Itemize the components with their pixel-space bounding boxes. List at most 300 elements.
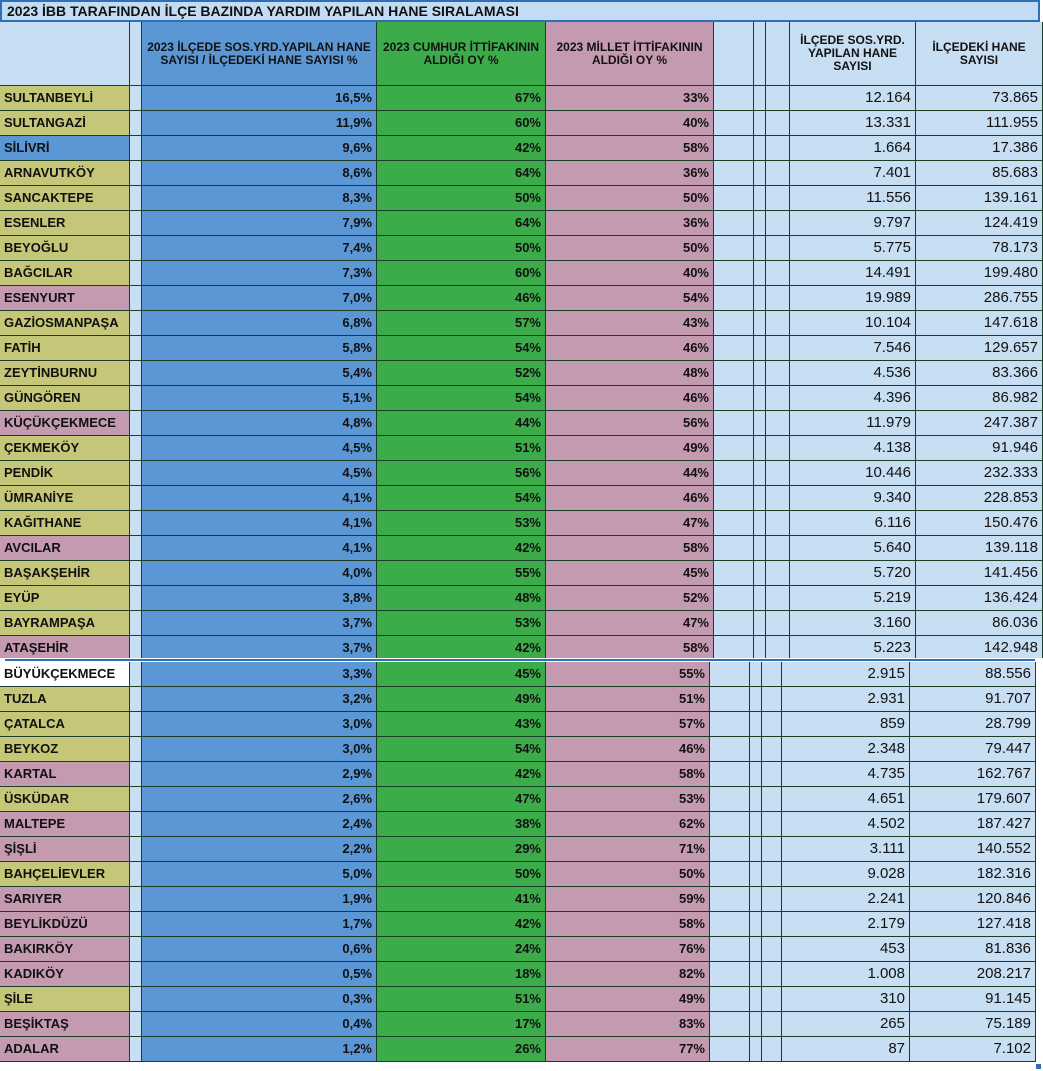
cell-empty[interactable] <box>710 1037 750 1062</box>
cell-cumhur[interactable]: 64% <box>377 161 546 186</box>
cell-empty[interactable] <box>766 511 790 536</box>
cell-district[interactable]: SULTANGAZİ <box>0 111 130 136</box>
cell-hane[interactable]: 28.799 <box>910 712 1036 737</box>
header-millet[interactable]: 2023 MİLLET İTTİFAKININ ALDIĞI OY % <box>546 22 714 86</box>
cell-empty[interactable] <box>766 111 790 136</box>
cell-yardim[interactable]: 6.116 <box>790 511 916 536</box>
cell-cumhur[interactable]: 56% <box>377 461 546 486</box>
cell-empty[interactable] <box>766 161 790 186</box>
cell-empty[interactable] <box>762 987 782 1012</box>
cell-millet[interactable]: 33% <box>546 86 714 111</box>
cell-millet[interactable]: 57% <box>546 712 710 737</box>
cell-cumhur[interactable]: 55% <box>377 561 546 586</box>
cell-millet[interactable]: 36% <box>546 161 714 186</box>
cell-pct[interactable]: 3,0% <box>142 737 377 762</box>
cell-empty[interactable] <box>750 687 762 712</box>
cell-hane[interactable]: 127.418 <box>910 912 1036 937</box>
cell-empty[interactable] <box>754 86 766 111</box>
cell-empty[interactable] <box>714 336 754 361</box>
cell-empty[interactable] <box>710 837 750 862</box>
cell-spacer[interactable] <box>130 636 142 660</box>
cell-pct[interactable]: 4,1% <box>142 511 377 536</box>
cell-empty[interactable] <box>754 261 766 286</box>
cell-district[interactable]: KÜÇÜKÇEKMECE <box>0 411 130 436</box>
cell-district[interactable]: ZEYTİNBURNU <box>0 361 130 386</box>
cell-district[interactable]: EYÜP <box>0 586 130 611</box>
cell-spacer[interactable] <box>130 987 142 1012</box>
cell-pct[interactable]: 1,7% <box>142 912 377 937</box>
cell-empty[interactable] <box>762 837 782 862</box>
cell-yardim[interactable]: 4.735 <box>782 762 910 787</box>
cell-empty[interactable] <box>762 862 782 887</box>
cell-cumhur[interactable]: 57% <box>377 311 546 336</box>
cell-empty[interactable] <box>762 737 782 762</box>
cell-yardim[interactable]: 10.446 <box>790 461 916 486</box>
cell-pct[interactable]: 8,6% <box>142 161 377 186</box>
cell-empty[interactable] <box>714 261 754 286</box>
cell-empty[interactable] <box>750 1012 762 1037</box>
cell-spacer[interactable] <box>130 211 142 236</box>
cell-district[interactable]: BAYRAMPAŞA <box>0 611 130 636</box>
cell-hane[interactable]: 142.948 <box>916 636 1043 660</box>
cell-cumhur[interactable]: 52% <box>377 361 546 386</box>
cell-hane[interactable]: 286.755 <box>916 286 1043 311</box>
cell-empty[interactable] <box>710 787 750 812</box>
cell-cumhur[interactable]: 43% <box>377 712 546 737</box>
cell-cumhur[interactable]: 49% <box>377 687 546 712</box>
cell-spacer[interactable] <box>130 1037 142 1062</box>
cell-millet[interactable]: 52% <box>546 586 714 611</box>
cell-district[interactable]: ÜSKÜDAR <box>0 787 130 812</box>
cell-spacer[interactable] <box>130 586 142 611</box>
cell-cumhur[interactable]: 54% <box>377 336 546 361</box>
cell-pct[interactable]: 4,8% <box>142 411 377 436</box>
cell-millet[interactable]: 58% <box>546 912 710 937</box>
cell-pct[interactable]: 7,9% <box>142 211 377 236</box>
cell-pct[interactable]: 2,6% <box>142 787 377 812</box>
cell-district[interactable]: BAKIRKÖY <box>0 937 130 962</box>
cell-millet[interactable]: 46% <box>546 486 714 511</box>
cell-district[interactable]: BEŞİKTAŞ <box>0 1012 130 1037</box>
cell-hane[interactable]: 91.707 <box>910 687 1036 712</box>
cell-yardim[interactable]: 9.028 <box>782 862 910 887</box>
cell-empty[interactable] <box>750 762 762 787</box>
cell-yardim[interactable]: 265 <box>782 1012 910 1037</box>
cell-spacer[interactable] <box>130 136 142 161</box>
cell-empty[interactable] <box>762 937 782 962</box>
cell-hane[interactable]: 73.865 <box>916 86 1043 111</box>
cell-empty[interactable] <box>754 111 766 136</box>
cell-empty[interactable] <box>710 912 750 937</box>
cell-yardim[interactable]: 7.401 <box>790 161 916 186</box>
cell-empty[interactable] <box>762 912 782 937</box>
cell-empty[interactable] <box>766 636 790 660</box>
cell-cumhur[interactable]: 48% <box>377 586 546 611</box>
cell-district[interactable]: BEYOĞLU <box>0 236 130 261</box>
cell-cumhur[interactable]: 54% <box>377 737 546 762</box>
cell-cumhur[interactable]: 18% <box>377 962 546 987</box>
cell-hane[interactable]: 85.683 <box>916 161 1043 186</box>
cell-pct[interactable]: 4,5% <box>142 436 377 461</box>
cell-hane[interactable]: 120.846 <box>910 887 1036 912</box>
cell-empty[interactable] <box>754 486 766 511</box>
cell-cumhur[interactable]: 50% <box>377 862 546 887</box>
cell-cumhur[interactable]: 24% <box>377 937 546 962</box>
cell-hane[interactable]: 187.427 <box>910 812 1036 837</box>
cell-spacer[interactable] <box>130 86 142 111</box>
cell-empty[interactable] <box>714 586 754 611</box>
cell-district[interactable]: GÜNGÖREN <box>0 386 130 411</box>
cell-empty[interactable] <box>762 812 782 837</box>
cell-district[interactable]: GAZİOSMANPAŞA <box>0 311 130 336</box>
cell-empty[interactable] <box>766 311 790 336</box>
cell-pct[interactable]: 2,4% <box>142 812 377 837</box>
cell-spacer[interactable] <box>130 486 142 511</box>
cell-district[interactable]: MALTEPE <box>0 812 130 837</box>
cell-cumhur[interactable]: 53% <box>377 611 546 636</box>
cell-cumhur[interactable]: 50% <box>377 186 546 211</box>
cell-spacer[interactable] <box>130 161 142 186</box>
cell-empty[interactable] <box>714 161 754 186</box>
cell-hane[interactable]: 129.657 <box>916 336 1043 361</box>
cell-pct[interactable]: 8,3% <box>142 186 377 211</box>
cell-cumhur[interactable]: 60% <box>377 261 546 286</box>
cell-empty[interactable] <box>754 386 766 411</box>
cell-empty[interactable] <box>710 662 750 687</box>
cell-district[interactable]: ÇATALCA <box>0 712 130 737</box>
cell-cumhur[interactable]: 41% <box>377 887 546 912</box>
cell-yardim[interactable]: 5.219 <box>790 586 916 611</box>
cell-district[interactable]: TUZLA <box>0 687 130 712</box>
cell-spacer[interactable] <box>130 662 142 687</box>
cell-cumhur[interactable]: 42% <box>377 636 546 660</box>
cell-district[interactable]: KAĞITHANE <box>0 511 130 536</box>
cell-district[interactable]: BAŞAKŞEHİR <box>0 561 130 586</box>
cell-district[interactable]: SİLİVRİ <box>0 136 130 161</box>
cell-empty[interactable] <box>762 712 782 737</box>
cell-spacer[interactable] <box>130 937 142 962</box>
cell-hane[interactable]: 124.419 <box>916 211 1043 236</box>
cell-empty[interactable] <box>710 712 750 737</box>
cell-empty[interactable] <box>710 762 750 787</box>
cell-spacer[interactable] <box>130 787 142 812</box>
cell-hane[interactable]: 86.036 <box>916 611 1043 636</box>
cell-district[interactable]: ATAŞEHİR <box>0 636 130 660</box>
cell-empty[interactable] <box>714 311 754 336</box>
cell-spacer[interactable] <box>130 611 142 636</box>
cell-millet[interactable]: 77% <box>546 1037 710 1062</box>
cell-empty[interactable] <box>710 962 750 987</box>
cell-millet[interactable]: 36% <box>546 211 714 236</box>
cell-empty[interactable] <box>750 662 762 687</box>
cell-empty[interactable] <box>750 1037 762 1062</box>
cell-pct[interactable]: 3,7% <box>142 636 377 660</box>
header-pct[interactable]: 2023 İLÇEDE SOS.YRD.YAPILAN HANE SAYISI / İLÇEDEKİ HANE SAYISI % <box>142 22 377 86</box>
cell-millet[interactable]: 46% <box>546 737 710 762</box>
cell-district[interactable]: BÜYÜKÇEKMECE <box>0 662 130 687</box>
cell-empty[interactable] <box>766 461 790 486</box>
cell-empty[interactable] <box>766 86 790 111</box>
cell-spacer[interactable] <box>130 336 142 361</box>
cell-cumhur[interactable]: 51% <box>377 987 546 1012</box>
cell-hane[interactable]: 147.618 <box>916 311 1043 336</box>
cell-district[interactable]: KADIKÖY <box>0 962 130 987</box>
cell-pct[interactable]: 4,5% <box>142 461 377 486</box>
cell-empty[interactable] <box>710 987 750 1012</box>
cell-spacer[interactable] <box>130 837 142 862</box>
cell-millet[interactable]: 83% <box>546 1012 710 1037</box>
cell-cumhur[interactable]: 53% <box>377 511 546 536</box>
cell-hane[interactable]: 7.102 <box>910 1037 1036 1062</box>
cell-cumhur[interactable]: 42% <box>377 912 546 937</box>
cell-cumhur[interactable]: 54% <box>377 386 546 411</box>
cell-spacer[interactable] <box>130 386 142 411</box>
cell-yardim[interactable]: 859 <box>782 712 910 737</box>
cell-empty[interactable] <box>750 712 762 737</box>
cell-millet[interactable]: 48% <box>546 361 714 386</box>
cell-millet[interactable]: 55% <box>546 662 710 687</box>
cell-hane[interactable]: 79.447 <box>910 737 1036 762</box>
cell-empty[interactable] <box>714 386 754 411</box>
cell-empty[interactable] <box>714 636 754 660</box>
cell-empty[interactable] <box>714 436 754 461</box>
cell-empty[interactable] <box>766 561 790 586</box>
cell-hane[interactable]: 91.145 <box>910 987 1036 1012</box>
cell-pct[interactable]: 5,8% <box>142 336 377 361</box>
cell-millet[interactable]: 49% <box>546 436 714 461</box>
cell-pct[interactable]: 5,0% <box>142 862 377 887</box>
cell-empty[interactable] <box>710 812 750 837</box>
cell-spacer[interactable] <box>130 561 142 586</box>
cell-millet[interactable]: 59% <box>546 887 710 912</box>
cell-yardim[interactable]: 4.396 <box>790 386 916 411</box>
cell-empty[interactable] <box>754 311 766 336</box>
selection-handle[interactable] <box>1036 1064 1041 1069</box>
cell-empty[interactable] <box>754 561 766 586</box>
cell-pct[interactable]: 0,4% <box>142 1012 377 1037</box>
cell-yardim[interactable]: 9.797 <box>790 211 916 236</box>
cell-yardim[interactable]: 1.008 <box>782 962 910 987</box>
cell-empty[interactable] <box>766 611 790 636</box>
cell-empty[interactable] <box>714 361 754 386</box>
cell-empty[interactable] <box>714 561 754 586</box>
header-empty-2[interactable] <box>754 22 766 86</box>
cell-empty[interactable] <box>766 211 790 236</box>
cell-empty[interactable] <box>754 161 766 186</box>
cell-yardim[interactable]: 4.138 <box>790 436 916 461</box>
cell-millet[interactable]: 43% <box>546 311 714 336</box>
cell-millet[interactable]: 54% <box>546 286 714 311</box>
cell-pct[interactable]: 9,6% <box>142 136 377 161</box>
cell-empty[interactable] <box>714 411 754 436</box>
cell-yardim[interactable]: 7.546 <box>790 336 916 361</box>
cell-spacer[interactable] <box>130 962 142 987</box>
cell-empty[interactable] <box>750 787 762 812</box>
cell-spacer[interactable] <box>130 511 142 536</box>
cell-yardim[interactable]: 12.164 <box>790 86 916 111</box>
cell-hane[interactable]: 232.333 <box>916 461 1043 486</box>
cell-pct[interactable]: 7,0% <box>142 286 377 311</box>
cell-empty[interactable] <box>766 136 790 161</box>
cell-empty[interactable] <box>754 461 766 486</box>
cell-yardim[interactable]: 310 <box>782 987 910 1012</box>
cell-empty[interactable] <box>754 211 766 236</box>
cell-cumhur[interactable]: 46% <box>377 286 546 311</box>
cell-pct[interactable]: 1,2% <box>142 1037 377 1062</box>
cell-empty[interactable] <box>714 461 754 486</box>
cell-empty[interactable] <box>710 937 750 962</box>
cell-yardim[interactable]: 4.536 <box>790 361 916 386</box>
cell-hane[interactable]: 75.189 <box>910 1012 1036 1037</box>
cell-district[interactable]: ŞİŞLİ <box>0 837 130 862</box>
cell-hane[interactable]: 140.552 <box>910 837 1036 862</box>
cell-yardim[interactable]: 1.664 <box>790 136 916 161</box>
cell-millet[interactable]: 71% <box>546 837 710 862</box>
cell-empty[interactable] <box>750 887 762 912</box>
cell-yardim[interactable]: 453 <box>782 937 910 962</box>
cell-yardim[interactable]: 5.775 <box>790 236 916 261</box>
cell-cumhur[interactable]: 38% <box>377 812 546 837</box>
cell-empty[interactable] <box>762 762 782 787</box>
cell-empty[interactable] <box>754 636 766 660</box>
cell-district[interactable]: BAHÇELİEVLER <box>0 862 130 887</box>
cell-district[interactable]: AVCILAR <box>0 536 130 561</box>
cell-empty[interactable] <box>754 286 766 311</box>
cell-empty[interactable] <box>766 286 790 311</box>
cell-cumhur[interactable]: 45% <box>377 662 546 687</box>
cell-empty[interactable] <box>714 536 754 561</box>
cell-empty[interactable] <box>750 837 762 862</box>
cell-hane[interactable]: 141.456 <box>916 561 1043 586</box>
cell-hane[interactable]: 136.424 <box>916 586 1043 611</box>
cell-hane[interactable]: 182.316 <box>910 862 1036 887</box>
cell-empty[interactable] <box>710 737 750 762</box>
sheet-title[interactable]: 2023 İBB TARAFINDAN İLÇE BAZINDA YARDIM YAPILAN HANE SIRALAMASI <box>0 0 1040 22</box>
cell-spacer[interactable] <box>130 236 142 261</box>
cell-millet[interactable]: 40% <box>546 111 714 136</box>
cell-empty[interactable] <box>766 386 790 411</box>
cell-district[interactable]: ÇEKMEKÖY <box>0 436 130 461</box>
cell-yardim[interactable]: 2.931 <box>782 687 910 712</box>
cell-hane[interactable]: 86.982 <box>916 386 1043 411</box>
cell-empty[interactable] <box>750 937 762 962</box>
cell-cumhur[interactable]: 42% <box>377 536 546 561</box>
cell-pct[interactable]: 5,1% <box>142 386 377 411</box>
cell-empty[interactable] <box>714 136 754 161</box>
cell-millet[interactable]: 56% <box>546 411 714 436</box>
header-empty-3[interactable] <box>766 22 790 86</box>
header-spacer[interactable] <box>130 22 142 86</box>
cell-millet[interactable]: 44% <box>546 461 714 486</box>
cell-empty[interactable] <box>754 336 766 361</box>
cell-yardim[interactable]: 10.104 <box>790 311 916 336</box>
cell-district[interactable]: ADALAR <box>0 1037 130 1062</box>
cell-cumhur[interactable]: 54% <box>377 486 546 511</box>
cell-empty[interactable] <box>750 862 762 887</box>
cell-empty[interactable] <box>762 962 782 987</box>
header-district-blank[interactable] <box>0 22 130 86</box>
cell-hane[interactable]: 81.836 <box>910 937 1036 962</box>
cell-pct[interactable]: 0,6% <box>142 937 377 962</box>
cell-yardim[interactable]: 5.640 <box>790 536 916 561</box>
cell-millet[interactable]: 76% <box>546 937 710 962</box>
cell-millet[interactable]: 51% <box>546 687 710 712</box>
cell-empty[interactable] <box>754 536 766 561</box>
cell-millet[interactable]: 46% <box>546 386 714 411</box>
cell-empty[interactable] <box>766 536 790 561</box>
cell-yardim[interactable]: 3.111 <box>782 837 910 862</box>
cell-hane[interactable]: 139.161 <box>916 186 1043 211</box>
cell-hane[interactable]: 162.767 <box>910 762 1036 787</box>
cell-spacer[interactable] <box>130 887 142 912</box>
cell-district[interactable]: ESENYURT <box>0 286 130 311</box>
cell-hane[interactable]: 208.217 <box>910 962 1036 987</box>
cell-spacer[interactable] <box>130 461 142 486</box>
cell-spacer[interactable] <box>130 311 142 336</box>
cell-millet[interactable]: 58% <box>546 762 710 787</box>
cell-spacer[interactable] <box>130 687 142 712</box>
cell-yardim[interactable]: 5.223 <box>790 636 916 660</box>
cell-pct[interactable]: 4,1% <box>142 486 377 511</box>
cell-spacer[interactable] <box>130 762 142 787</box>
cell-millet[interactable]: 50% <box>546 236 714 261</box>
cell-district[interactable]: KARTAL <box>0 762 130 787</box>
cell-empty[interactable] <box>766 436 790 461</box>
cell-empty[interactable] <box>754 611 766 636</box>
cell-millet[interactable]: 45% <box>546 561 714 586</box>
cell-cumhur[interactable]: 51% <box>377 436 546 461</box>
cell-empty[interactable] <box>714 211 754 236</box>
cell-spacer[interactable] <box>130 536 142 561</box>
cell-pct[interactable]: 3,7% <box>142 611 377 636</box>
cell-empty[interactable] <box>754 136 766 161</box>
cell-empty[interactable] <box>714 111 754 136</box>
cell-spacer[interactable] <box>130 862 142 887</box>
cell-empty[interactable] <box>754 186 766 211</box>
cell-empty[interactable] <box>750 962 762 987</box>
cell-hane[interactable]: 139.118 <box>916 536 1043 561</box>
cell-millet[interactable]: 49% <box>546 987 710 1012</box>
cell-millet[interactable]: 46% <box>546 336 714 361</box>
cell-empty[interactable] <box>754 586 766 611</box>
cell-pct[interactable]: 2,9% <box>142 762 377 787</box>
cell-empty[interactable] <box>762 887 782 912</box>
cell-district[interactable]: BAĞCILAR <box>0 261 130 286</box>
cell-yardim[interactable]: 2.179 <box>782 912 910 937</box>
cell-spacer[interactable] <box>130 261 142 286</box>
cell-cumhur[interactable]: 47% <box>377 787 546 812</box>
cell-cumhur[interactable]: 42% <box>377 762 546 787</box>
cell-cumhur[interactable]: 50% <box>377 236 546 261</box>
cell-spacer[interactable] <box>130 286 142 311</box>
cell-district[interactable]: SARIYER <box>0 887 130 912</box>
cell-cumhur[interactable]: 17% <box>377 1012 546 1037</box>
cell-empty[interactable] <box>710 887 750 912</box>
cell-hane[interactable]: 91.946 <box>916 436 1043 461</box>
cell-yardim[interactable]: 2.915 <box>782 662 910 687</box>
cell-empty[interactable] <box>710 687 750 712</box>
cell-pct[interactable]: 3,8% <box>142 586 377 611</box>
cell-pct[interactable]: 0,3% <box>142 987 377 1012</box>
cell-empty[interactable] <box>762 1037 782 1062</box>
cell-hane[interactable]: 179.607 <box>910 787 1036 812</box>
cell-district[interactable]: ARNAVUTKÖY <box>0 161 130 186</box>
cell-district[interactable]: ESENLER <box>0 211 130 236</box>
header-yardim[interactable]: İLÇEDE SOS.YRD. YAPILAN HANE SAYISI <box>790 22 916 86</box>
cell-pct[interactable]: 3,2% <box>142 687 377 712</box>
cell-empty[interactable] <box>766 186 790 211</box>
cell-yardim[interactable]: 4.502 <box>782 812 910 837</box>
